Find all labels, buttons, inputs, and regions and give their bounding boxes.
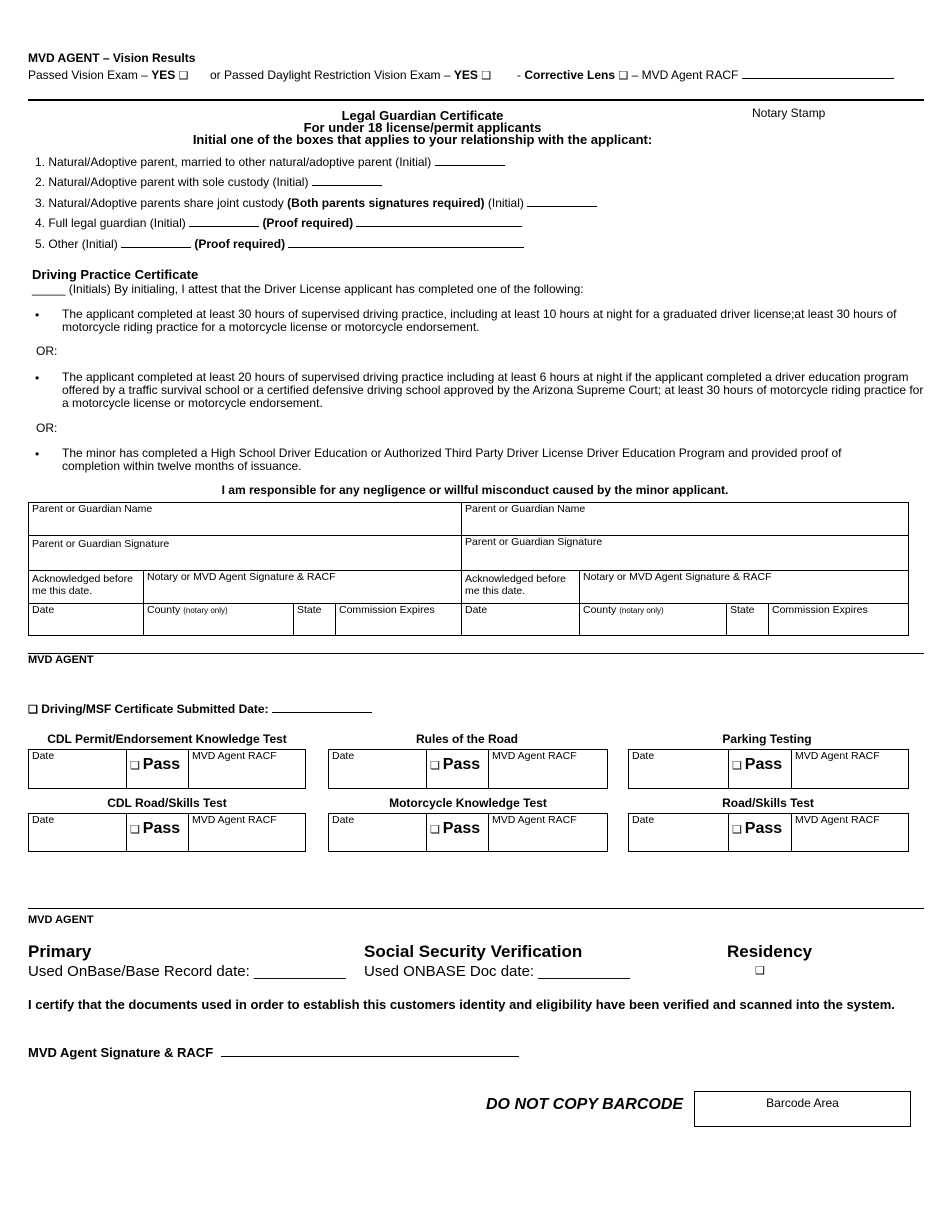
test-date-field[interactable] [28, 749, 127, 789]
notary-signature-field-right[interactable] [579, 570, 909, 604]
date-label: Date [465, 604, 488, 616]
pass-checkbox[interactable] [728, 749, 792, 789]
racf-label: MVD Agent RACF [192, 814, 277, 826]
date-label: Date [332, 750, 355, 762]
county-label: County [147, 604, 181, 616]
racf-field[interactable] [188, 749, 306, 789]
or-label: OR: [36, 421, 58, 435]
date-label: Date [632, 750, 655, 762]
notary-signature-label: Notary or MVD Agent Signature & RACF [147, 571, 336, 583]
barcode-area-label: Barcode Area [766, 1096, 839, 1110]
guardian-item-3-label: 3. Natural/Adoptive parents share joint custody [35, 196, 284, 210]
pass-label: Pass [142, 820, 181, 837]
guardian-item-4 [35, 216, 522, 230]
agent-racf-label: – MVD Agent RACF [631, 68, 739, 82]
primary-date[interactable]: Used OnBase/Base Record date: ___________ [28, 963, 346, 980]
certify-statement: I certify that the documents used in order to establish this customers identity and eligibility have been verified and scanned into the system. [28, 997, 895, 1012]
test-date-field[interactable] [28, 813, 127, 852]
guardian-item-2-label: 2. Natural/Adoptive parent with sole custody (Initial) [35, 175, 309, 189]
checkbox-icon: ❑ [430, 760, 440, 772]
date-label: Date [32, 750, 55, 762]
pass-checkbox[interactable] [728, 813, 792, 852]
checkbox-icon: ❑ [732, 760, 742, 772]
checkbox-icon: ❑ [430, 824, 440, 836]
initial-field-4[interactable] [189, 226, 259, 227]
notary-signature-field-left[interactable] [143, 570, 462, 604]
vision-yes-checkbox[interactable]: ❑ [178, 70, 189, 82]
acknowledged-left [28, 570, 144, 604]
test-date-field[interactable] [628, 749, 729, 789]
racf-field[interactable] [791, 813, 909, 852]
corrective-prefix: - [517, 68, 521, 82]
guardian-subtitle: For under 18 license/permit applicants [303, 120, 542, 135]
proof-required-label: (Proof required) [262, 216, 354, 230]
guardian-item-1-label: 1. Natural/Adoptive parent, married to other natural/adoptive parent (Initial) [35, 155, 432, 169]
cdl-road-title: CDL Road/Skills Test [107, 796, 227, 810]
state-label: State [297, 604, 322, 616]
racf-label: MVD Agent RACF [795, 750, 880, 762]
parent-signature-field-left[interactable] [28, 535, 462, 571]
test-date-field[interactable] [328, 813, 427, 852]
pass-label: Pass [744, 756, 783, 773]
msf-date-field[interactable] [272, 712, 372, 713]
parent-name-field-right[interactable] [461, 502, 909, 536]
date-label: Date [32, 814, 55, 826]
notary-only-label: (notary only) [619, 606, 664, 615]
passed-vision-label: Passed Vision Exam – [28, 68, 148, 82]
barcode-area [694, 1091, 911, 1127]
practice-bullet-1: The applicant completed at least 30 hours of supervised driving practice, including at least 10 hours at night for a graduated driver license;at least 30 hours of motorcycle riding practice for a motorcycle license or motorcycle endorsement. [62, 307, 897, 334]
parent-signature-label: Parent or Guardian Signature [465, 536, 603, 548]
commission-label: Commission Expires [339, 604, 435, 616]
commission-field-left[interactable] [335, 603, 462, 636]
agent-signature-line [28, 1045, 519, 1060]
date-label: Date [32, 604, 55, 616]
parking-title: Parking Testing [722, 732, 812, 746]
responsible-statement: I am responsible for any negligence or willful misconduct caused by the minor applicant. [221, 483, 729, 497]
bullet-icon: • [35, 308, 40, 322]
do-not-copy-barcode: DO NOT COPY BARCODE [486, 1096, 684, 1113]
agent-signature-label: MVD Agent Signature & RACF [28, 1045, 214, 1060]
ssv-heading: Social Security Verification [364, 942, 583, 961]
corrective-checkbox[interactable]: ❑ [618, 70, 629, 82]
county-field-right[interactable] [579, 603, 727, 636]
yes-label-2: YES [453, 68, 478, 82]
guardian-instruction: Initial one of the boxes that applies to your relationship with the applicant: [192, 132, 653, 147]
racf-field[interactable] [791, 749, 909, 789]
ssv-date[interactable]: Used ONBASE Doc date: ___________ [364, 963, 631, 980]
proof-field-4[interactable] [356, 226, 522, 227]
msf-checkbox[interactable]: ❑ [28, 704, 38, 716]
racf-field[interactable] [488, 749, 608, 789]
pass-checkbox[interactable] [426, 813, 489, 852]
racf-label: MVD Agent RACF [492, 750, 577, 762]
pass-checkbox[interactable] [126, 749, 189, 789]
parent-name-label: Parent or Guardian Name [465, 503, 586, 515]
daylight-yes-checkbox[interactable]: ❑ [481, 70, 492, 82]
checkbox-icon: ❑ [732, 824, 742, 836]
moto-title: Motorcycle Knowledge Test [389, 796, 547, 810]
racf-field[interactable] [188, 813, 306, 852]
racf-field[interactable] [488, 813, 608, 852]
parent-name-field-left[interactable] [28, 502, 462, 536]
commission-label: Commission Expires [772, 604, 868, 616]
pass-label: Pass [442, 756, 481, 773]
notary-stamp-label: Notary Stamp [752, 106, 826, 120]
initial-field-2[interactable] [312, 185, 382, 186]
parent-signature-label: Parent or Guardian Signature [32, 538, 170, 550]
road-title: Road/Skills Test [722, 796, 814, 810]
agent-signature-field[interactable] [221, 1056, 519, 1057]
vision-line [28, 68, 188, 82]
initial-field-5[interactable] [121, 247, 191, 248]
corrective-label: Corrective Lens [524, 68, 616, 82]
daylight-label: or Passed Daylight Restriction Vision Exam – [210, 68, 451, 82]
practice-initials: _____ (Initials) By initialing, I attest that the Driver License applicant has completed one of the following: [32, 282, 584, 296]
cdl-permit-title: CDL Permit/Endorsement Knowledge Test [47, 732, 287, 746]
checkbox-icon: ❑ [130, 824, 140, 836]
corrective-line [517, 68, 894, 82]
date-label: Date [632, 814, 655, 826]
divider [28, 99, 924, 101]
pass-checkbox[interactable] [126, 813, 189, 852]
state-field-right[interactable] [726, 603, 769, 636]
racf-label: MVD Agent RACF [492, 814, 577, 826]
racf-label: MVD Agent RACF [192, 750, 277, 762]
bullet-icon: • [35, 371, 40, 385]
pass-checkbox[interactable] [426, 749, 489, 789]
guardian-item-3 [35, 196, 597, 210]
divider [28, 653, 924, 654]
state-field-left[interactable] [293, 603, 336, 636]
test-date-field[interactable] [628, 813, 729, 852]
state-label: State [730, 604, 755, 616]
bullet-icon: • [35, 447, 40, 461]
proof-required-label: (Proof required) [194, 237, 286, 251]
vision-header: MVD AGENT – Vision Results [28, 51, 196, 65]
daylight-line [210, 68, 491, 82]
notary-only-label: (notary only) [183, 606, 228, 615]
initial-field-3[interactable] [527, 206, 597, 207]
mvd-agent-heading-2: MVD AGENT [28, 914, 94, 926]
acknowledged-right [461, 570, 580, 604]
date-label: Date [332, 814, 355, 826]
guardian-item-2 [35, 175, 382, 189]
mvd-agent-heading: MVD AGENT [28, 654, 94, 666]
yes-label: YES [151, 68, 176, 82]
test-date-field[interactable] [328, 749, 427, 789]
guardian-item-4-label: 4. Full legal guardian (Initial) [35, 216, 186, 230]
acknowledged-label: Acknowledged before me this date. [32, 573, 133, 597]
pass-label: Pass [744, 820, 783, 837]
notary-signature-label: Notary or MVD Agent Signature & RACF [583, 571, 772, 583]
commission-field-right[interactable] [768, 603, 909, 636]
date-field-left[interactable] [28, 603, 144, 636]
msf-line [28, 702, 372, 716]
rules-title: Rules of the Road [415, 732, 518, 746]
date-field-right[interactable] [461, 603, 580, 636]
acknowledged-label: Acknowledged before me this date. [465, 573, 566, 597]
guardian-title: Legal Guardian Certificate [341, 108, 504, 123]
county-label: County [583, 604, 617, 616]
divider [28, 908, 924, 909]
practice-bullet-2: The applicant completed at least 20 hours of supervised driving practice including at least 6 hours at night if the applicant completed a driver education program offered by a traffic survival school or a certified defensive driving school approved by the Arizona Supreme Court; at least 30 hours of motorcycle riding practice for a motorcycle license or motorcycle endorsement. [62, 370, 924, 410]
parent-signature-field-right[interactable] [461, 535, 909, 571]
or-label: OR: [36, 344, 58, 358]
practice-title: Driving Practice Certificate [32, 267, 199, 282]
agent-racf-field[interactable] [742, 78, 894, 79]
pass-label: Pass [142, 756, 181, 773]
residency-checkbox[interactable]: ❑ [755, 965, 765, 977]
guardian-item-5-label: 5. Other (Initial) [35, 237, 118, 251]
proof-field-5[interactable] [288, 247, 524, 248]
primary-heading: Primary [28, 942, 92, 961]
msf-label: Driving/MSF Certificate Submitted Date: [41, 702, 269, 716]
racf-label: MVD Agent RACF [795, 814, 880, 826]
pass-label: Pass [442, 820, 481, 837]
residency-heading: Residency [727, 942, 813, 961]
county-field-left[interactable] [143, 603, 294, 636]
initial-field-1[interactable] [435, 165, 505, 166]
guardian-item-5 [35, 237, 524, 251]
checkbox-icon: ❑ [130, 760, 140, 772]
parent-name-label: Parent or Guardian Name [32, 503, 153, 515]
practice-bullet-3: The minor has completed a High School Driver Education or Authorized Third Party Driver License Driver Education Program and provided proof of completion within twelve months of issuance. [62, 446, 842, 473]
guardian-item-3-note: (Both parents signatures required) [287, 196, 485, 210]
guardian-item-1 [35, 155, 505, 169]
guardian-item-3-initial: (Initial) [487, 196, 524, 210]
